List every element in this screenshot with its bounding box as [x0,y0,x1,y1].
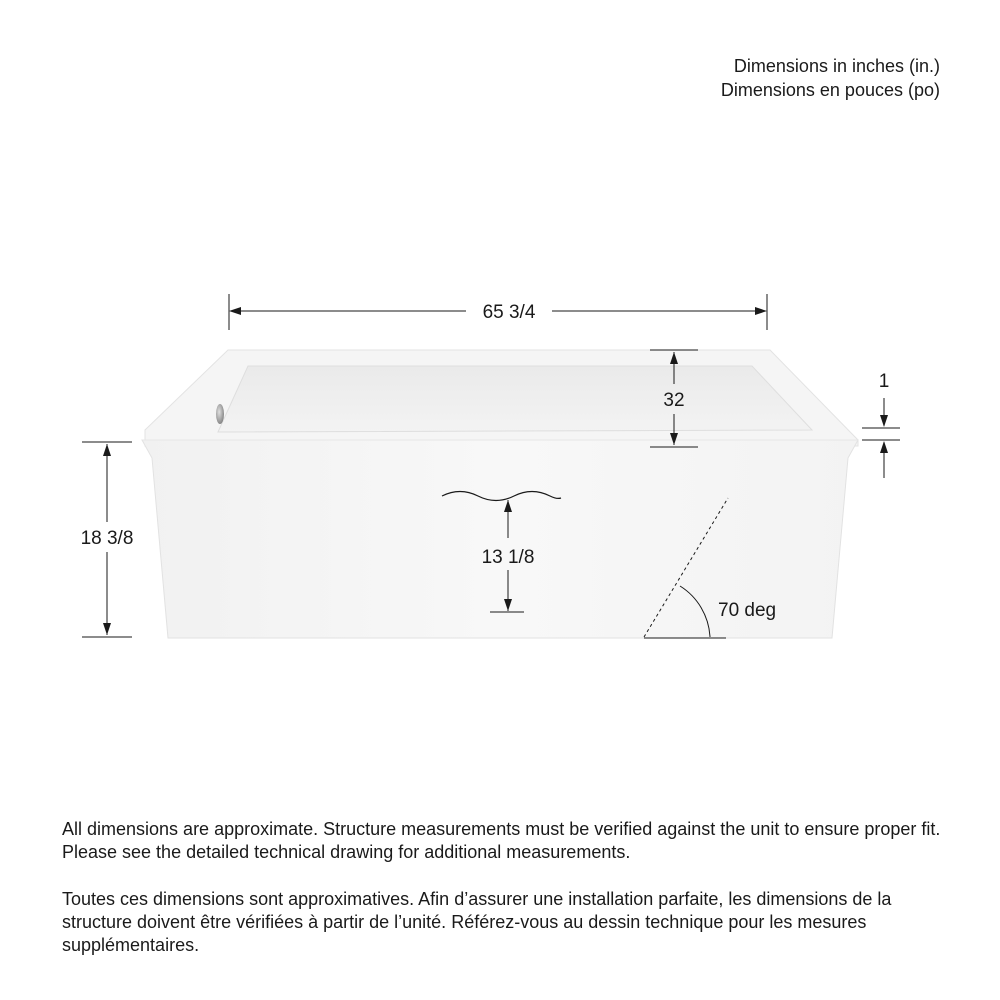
water-depth-label: 13 1/8 [481,547,535,568]
rim-label: 1 [878,371,890,392]
width-label: 32 [663,390,685,411]
units-english: Dimensions in inches (in.) [733,56,940,76]
units-french: Dimensions en pouces (po) [720,80,940,100]
overflow-drain-icon [216,404,224,424]
rim-dimension [862,398,900,478]
disclaimer-notes [62,818,952,981]
disclaimer-french: Toutes ces dimensions sont approximatives. Afin d’assurer une installation parfaite, les dimensions de la structure doivent être vérifiées à partir de l’unité. Référez-vous au dessin technique pour les mesures supplémentaires. [62,889,892,955]
height-label: 18 3/8 [80,528,134,549]
bathtub [142,350,858,638]
tub-basin [218,366,812,432]
apron-angle-label: 70 deg [718,600,777,621]
length-label: 65 3/4 [482,302,536,323]
disclaimer-english: All dimensions are approximate. Structure measurements must be verified against the unit to ensure proper fit. Please see the detailed technical drawing for additional measurements. [62,819,941,862]
